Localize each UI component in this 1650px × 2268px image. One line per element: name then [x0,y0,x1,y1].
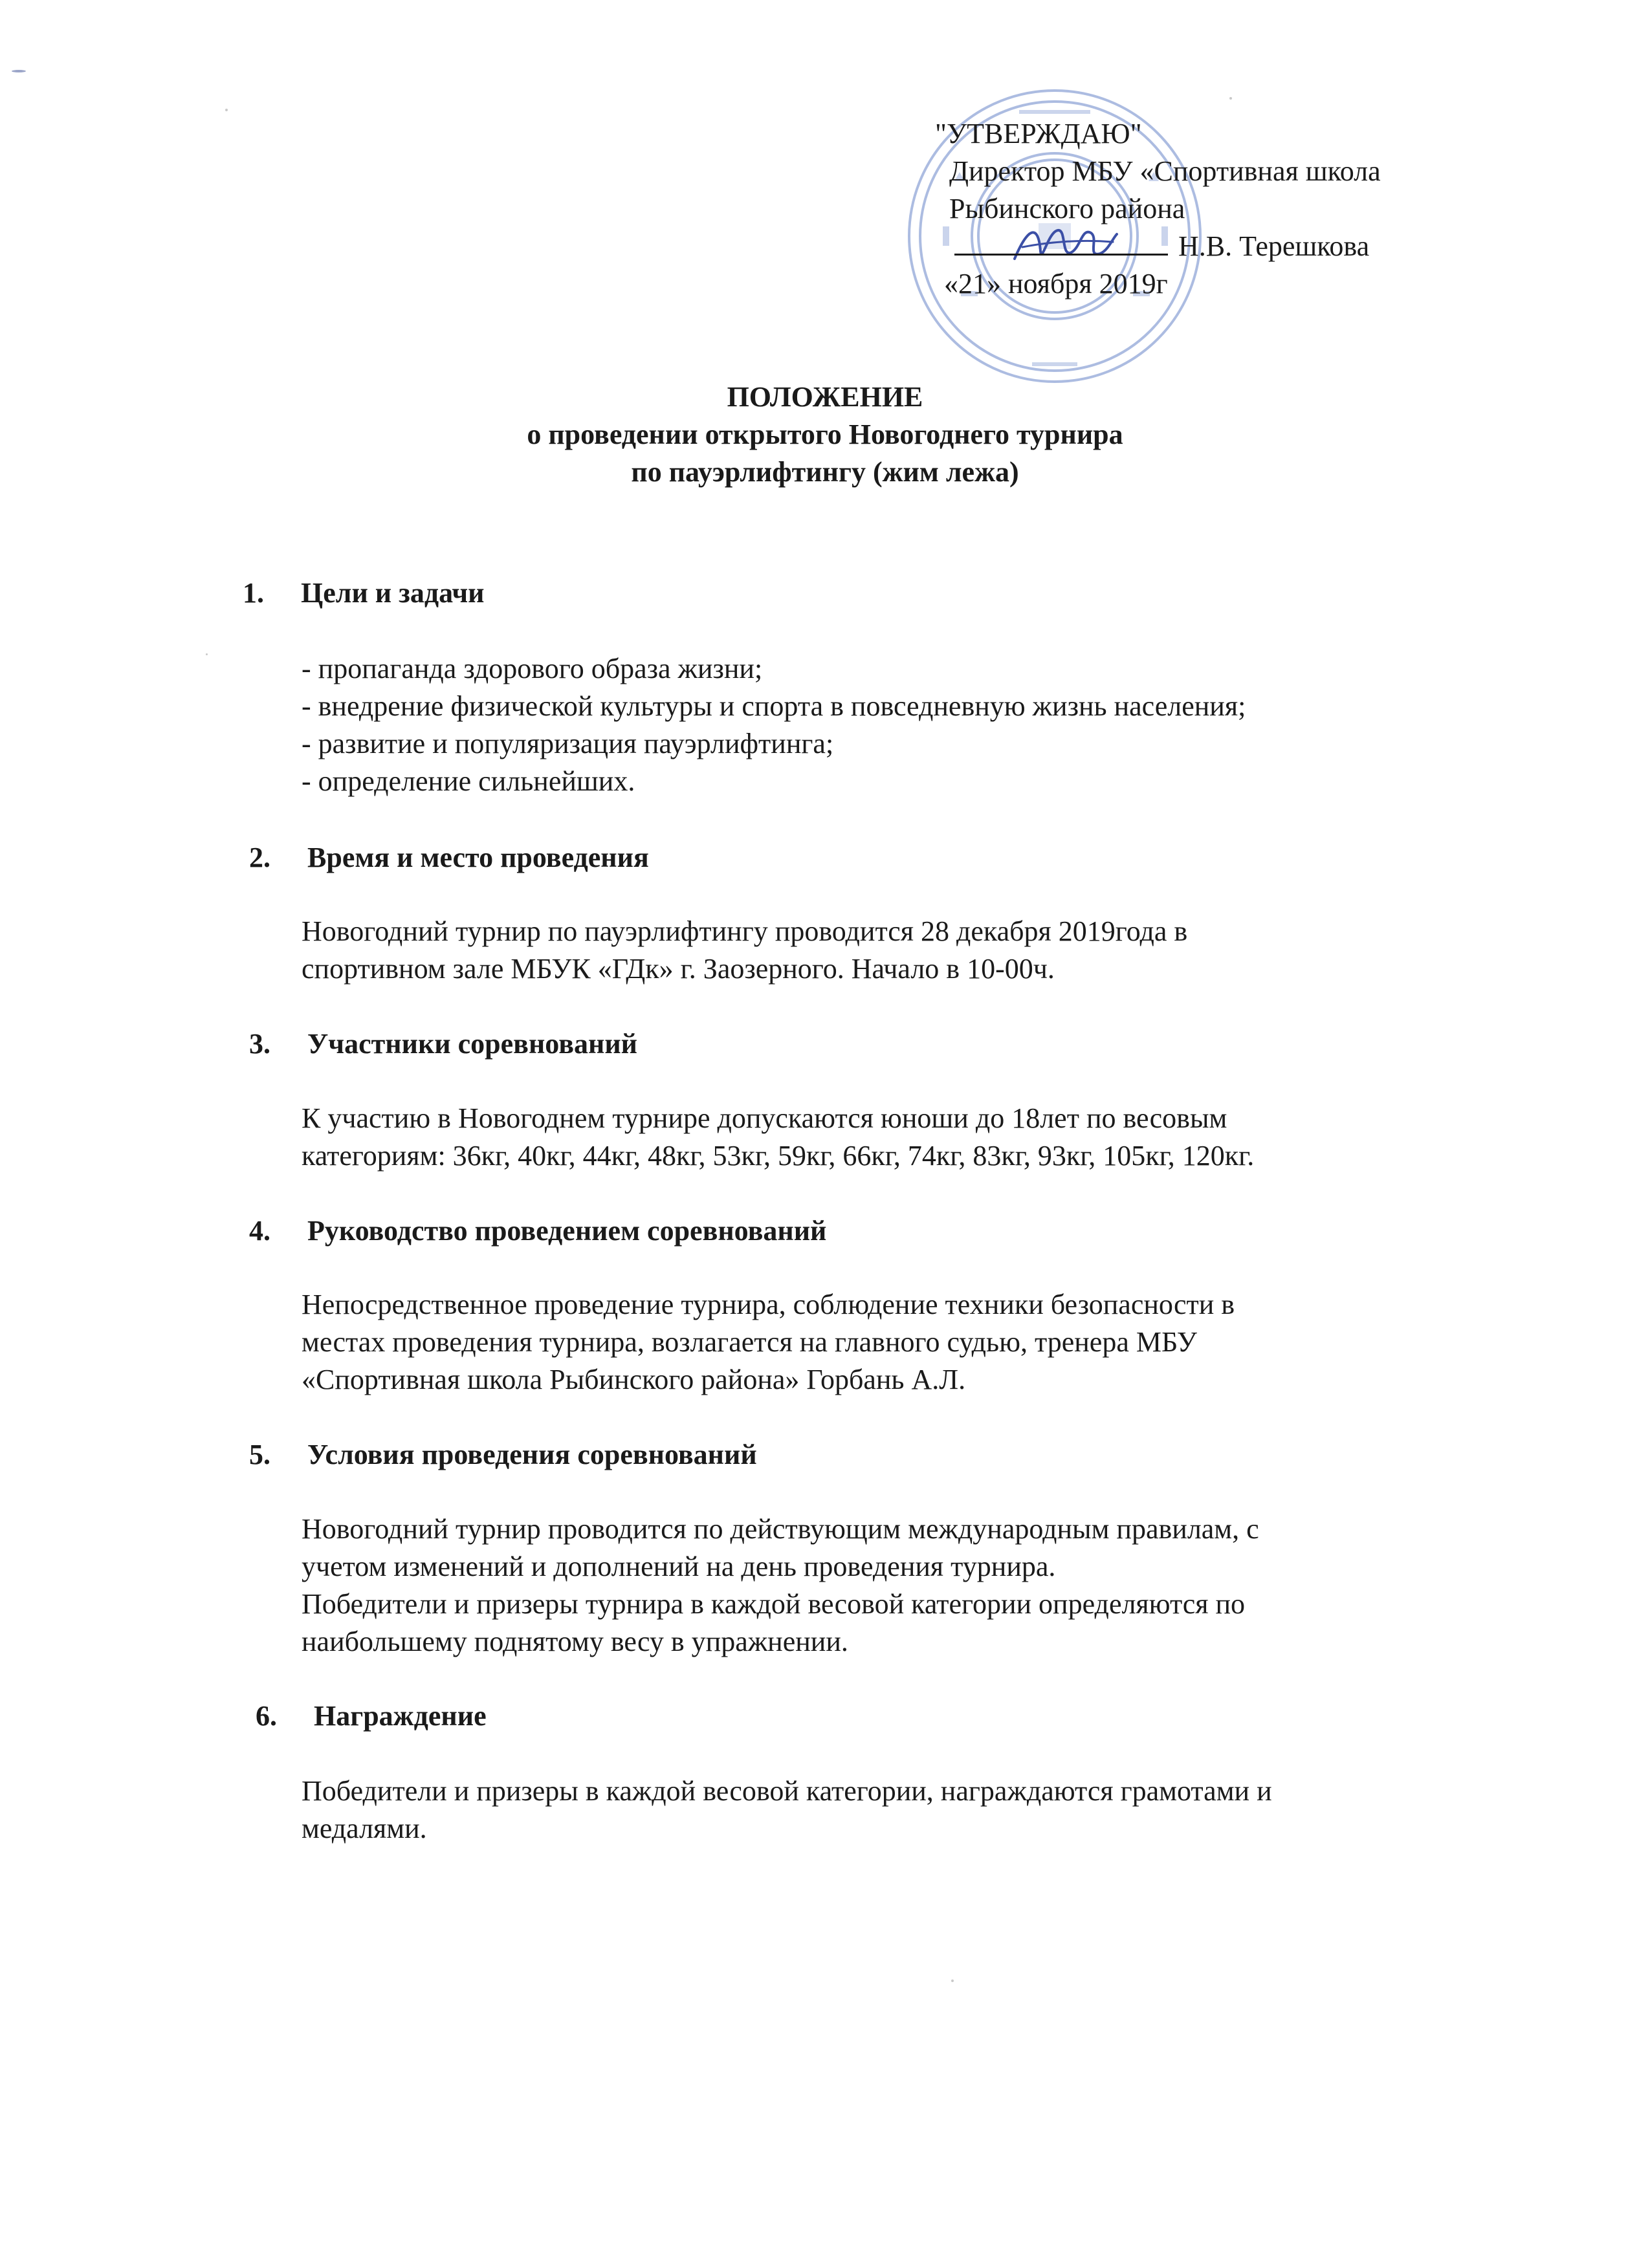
scan-speck [951,1979,954,1982]
approval-position-line1: Директор МБУ «Спортивная школа [949,155,1381,187]
body-line: - внедрение физической культуры и спорта в повседневную жизнь населения; [302,690,1246,722]
scan-speck [225,109,228,111]
section-6-body [302,1772,1272,1848]
section-number: 6. [256,1700,277,1732]
section-4-body [302,1286,1235,1399]
section-number: 5. [249,1439,270,1470]
body-line: наибольшему поднятому весу в упражнении. [302,1626,848,1657]
section-2-body [302,913,1187,988]
document-title [0,378,1650,491]
section-4-heading [249,1212,826,1250]
body-line: учетом изменений и дополнений на день проведения турнира. [302,1551,1056,1582]
section-title: Условия проведения соревнований [307,1439,757,1470]
section-title: Награждение [314,1700,487,1732]
section-number: 3. [249,1028,270,1060]
title-line-2: о проведении открытого Новогоднего турнира [527,419,1123,450]
section-5-body [302,1510,1259,1661]
section-title: Руководство проведением соревнований [307,1215,827,1247]
section-number: 4. [249,1215,270,1247]
approval-signature-line [935,228,1517,265]
body-line: Непосредственное проведение турнира, соблюдение техники безопасности в [302,1289,1235,1320]
approver-name: Н.В. Терешкова [1178,230,1370,262]
signature-underline [954,230,1168,256]
body-line: Новогодний турнир по пауэрлифтингу проводится 28 декабря 2019года в [302,915,1188,947]
section-3-body [302,1100,1254,1175]
approval-date: «21» ноября 2019г [944,268,1168,300]
section-5-heading [249,1436,757,1474]
body-line: - определение сильнейших. [302,765,635,797]
body-line: медалями. [302,1813,427,1844]
section-3-heading [249,1025,637,1063]
section-1-heading [243,574,485,612]
body-line: Новогодний турнир проводится по действующим международным правилам, с [302,1513,1259,1545]
body-line: «Спортивная школа Рыбинского района» Горбань А.Л. [302,1364,966,1395]
section-6-heading [256,1697,487,1735]
body-line: К участию в Новогоднем турнире допускаются юноши до 18лет по весовым [302,1102,1227,1134]
body-line: - развитие и популяризация пауэрлифтинга; [302,728,834,759]
body-line: Победители и призеры турнира в каждой весовой категории определяются по [302,1588,1246,1620]
body-line: Победители и призеры в каждой весовой категории, награждаются грамотами и [302,1775,1272,1807]
section-title: Цели и задачи [301,577,485,609]
title-line-3: по пауэрлифтингу (жим лежа) [631,456,1019,488]
scan-speck [1229,97,1232,100]
body-line: - пропаганда здорового образа жизни; [302,653,763,684]
title-line-1: ПОЛОЖЕНИЕ [727,381,923,413]
section-2-heading [249,839,649,877]
scan-speck [206,653,208,655]
body-line: местах проведения турнира, возлагается на главного судью, тренера МБУ [302,1326,1197,1358]
body-line: категориям: 36кг, 40кг, 44кг, 48кг, 53кг, 59кг, 66кг, 74кг, 83кг, 93кг, 105кг, 120кг. [302,1140,1255,1172]
approval-title: "УТВЕРЖДАЮ" [935,118,1142,149]
approval-block [935,115,1517,303]
body-line: спортивном зале МБУК «ГДк» г. Заозерного. Начало в 10-00ч. [302,953,1055,985]
approval-position-line2: Рыбинского района [949,193,1185,224]
section-title: Участники соревнований [307,1028,638,1060]
section-number: 2. [249,842,270,873]
section-number: 1. [243,577,264,609]
section-1-body [302,650,1246,800]
section-title: Время и место проведения [307,842,649,873]
scan-speck [12,70,26,72]
